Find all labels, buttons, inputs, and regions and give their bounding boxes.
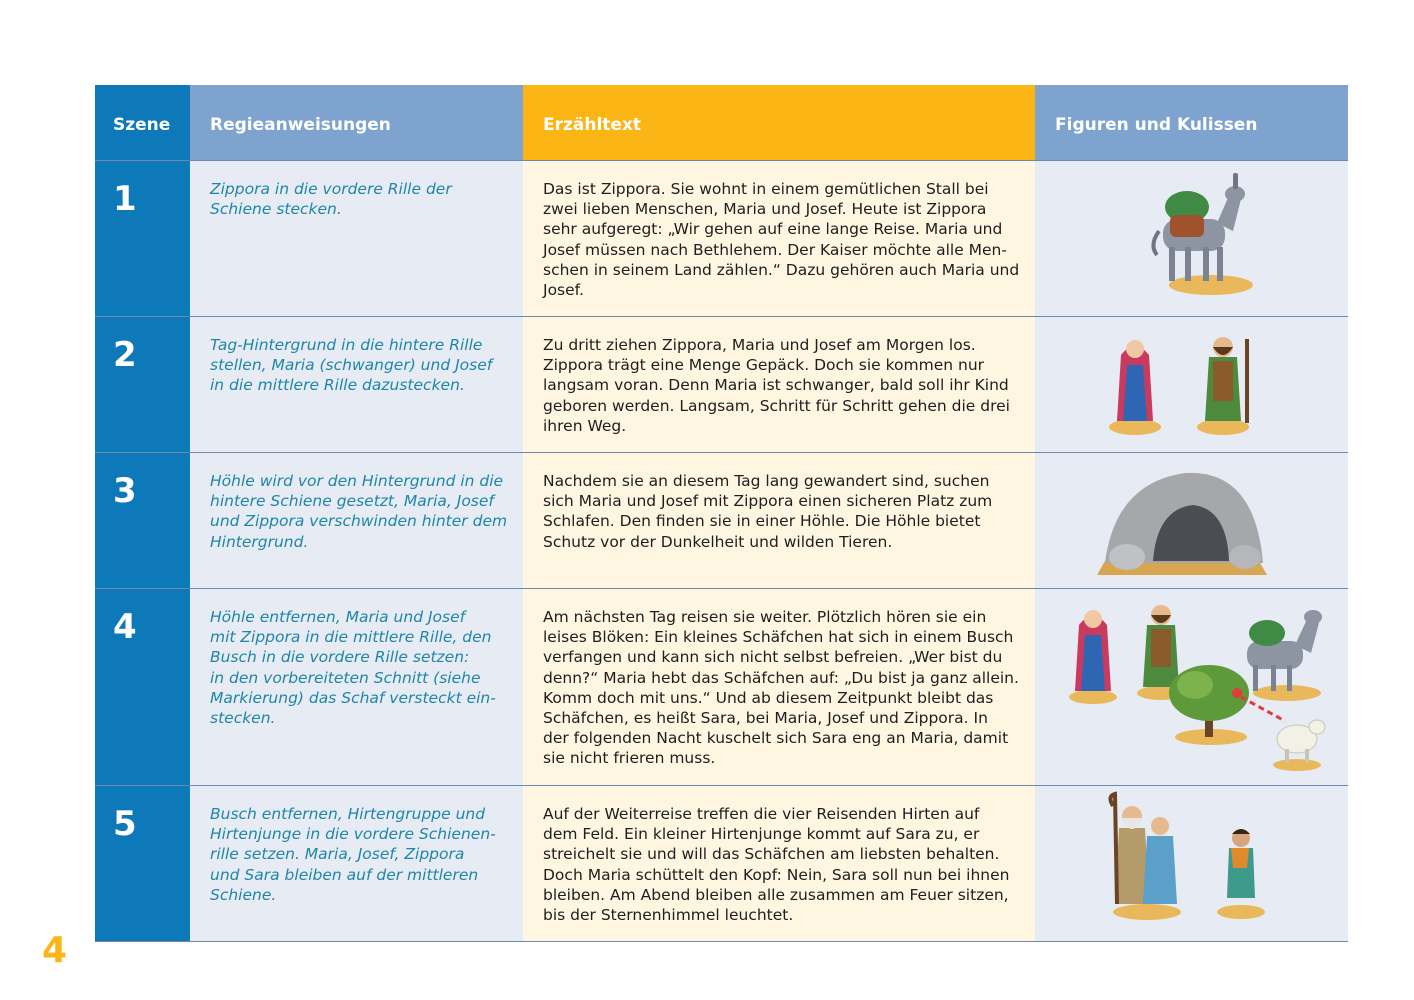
donkey-zippora-illustration	[1153, 173, 1253, 295]
scene-number: 2	[95, 317, 190, 452]
sheep-sara-illustration	[1273, 720, 1325, 771]
scene-number: 4	[95, 589, 190, 785]
table-row	[95, 785, 1348, 942]
narration-text: Auf der Weiterreise treffen die vier Reisenden Hirten auf dem Feld. Ein kleiner Hirtenjunge kommt auf Sara zu, er streichelt sie und will das Schäfchen am liebsten behalten. Doch Maria schüttelt den Kopf: Nein, Sara soll nun bei ihnen bleiben. Am Abend bleiben alle zusammen am Feuer sitzen, bis der Sternenhimmel leuchtet.	[523, 786, 1035, 941]
stage-directions: Zippora in die vordere Rille der Schiene stecken.	[190, 161, 523, 316]
maria-illustration	[1069, 610, 1117, 704]
figure-illustrations	[1035, 589, 1348, 785]
stage-directions: Höhle entfernen, Maria und Josef mit Zippora in die mittlere Rille, den Busch in die vordere Rille setzen: in den vorbereiteten Schnitt (siehe Markierung) das Schaf versteckt ein- stecken.	[190, 589, 523, 785]
figures-cell	[1035, 317, 1348, 452]
table-row	[95, 316, 1348, 452]
table-row	[95, 588, 1348, 785]
narration-text: Zu dritt ziehen Zippora, Maria und Josef am Morgen los. Zippora trägt eine Menge Gepäck. Doch sie kommen nur langsam voran. Denn Maria ist schwanger, bald soll ihr Kind geboren werden. Langsam, Schritt für Schritt gehen die drei ihren Weg.	[523, 317, 1035, 452]
donkey-zippora-illustration	[1247, 610, 1322, 701]
figures-cell	[1035, 786, 1348, 941]
stage-directions: Busch entfernen, Hirtengruppe und Hirtenjunge in die vordere Schienen- rille setzen. Maria, Josef, Zippora und Sara bleiben auf der mittleren Schiene.	[190, 786, 523, 941]
josef-illustration	[1197, 337, 1249, 435]
scene-number: 5	[95, 786, 190, 941]
figures-cell	[1035, 589, 1348, 785]
figure-illustrations	[1035, 786, 1348, 941]
cave-illustration	[1097, 473, 1267, 575]
figures-cell	[1035, 453, 1348, 588]
scene-number: 1	[95, 161, 190, 316]
shepherd-boy-illustration	[1217, 829, 1265, 919]
header-scene: Szene	[95, 85, 190, 160]
figure-illustrations	[1035, 161, 1348, 316]
figure-illustrations	[1035, 453, 1348, 588]
narration-text: Das ist Zippora. Sie wohnt in einem gemütlichen Stall bei zwei lieben Menschen, Maria und Josef. Heute ist Zippora sehr aufgeregt: „Wir gehen auf eine lange Reise. Maria und Josef müssen nach Bethlehem. Der Kaiser möchte alle Men- schen in seinem Land zählen.“ Dazu gehören auch Maria und Josef.	[523, 161, 1035, 316]
stage-directions: Tag-Hintergrund in die hintere Rille stellen, Maria (schwanger) und Josef in die mittlere Rille dazustecken.	[190, 317, 523, 452]
shepherd-group-illustration	[1110, 794, 1181, 920]
header-figures: Figuren und Kulissen	[1035, 85, 1348, 160]
scene-table	[95, 85, 1348, 942]
figure-illustrations	[1035, 317, 1348, 452]
page-number: 4	[42, 930, 68, 971]
figures-cell	[1035, 161, 1348, 316]
table-row	[95, 452, 1348, 588]
maria-illustration	[1109, 340, 1161, 435]
stage-directions: Höhle wird vor den Hintergrund in die hintere Schiene gesetzt, Maria, Josef und Zippora verschwinden hinter dem Hintergrund.	[190, 453, 523, 588]
table-header	[95, 85, 1348, 160]
narration-text: Nachdem sie an diesem Tag lang gewandert sind, suchen sich Maria und Josef mit Zippora einen sicheren Platz zum Schlafen. Den finden sie in einer Höhle. Die Höhle bietet Schutz vor der Dunkelheit und wilden Tieren.	[523, 453, 1035, 588]
header-narration: Erzähltext	[523, 85, 1035, 160]
bush-illustration	[1169, 665, 1285, 745]
table-row	[95, 160, 1348, 316]
scene-number: 3	[95, 453, 190, 588]
header-directions: Regieanweisungen	[190, 85, 523, 160]
narration-text: Am nächsten Tag reisen sie weiter. Plötzlich hören sie ein leises Blöken: Ein kleines Schäfchen hat sich in einem Busch verfangen und kann sich nicht selbst befreien. „Wer bist du denn?“ Maria hebt das Schäfchen auf: „Du bist ja ganz allein. Komm doch mit uns.“ Und ab diesem Zeitpunkt bleibt das Schäfchen, es heißt Sara, bei Maria, Josef und Zippora. In der folgenden Nacht kuschelt sich Sara eng an Maria, damit sie nicht frieren muss.	[523, 589, 1035, 785]
